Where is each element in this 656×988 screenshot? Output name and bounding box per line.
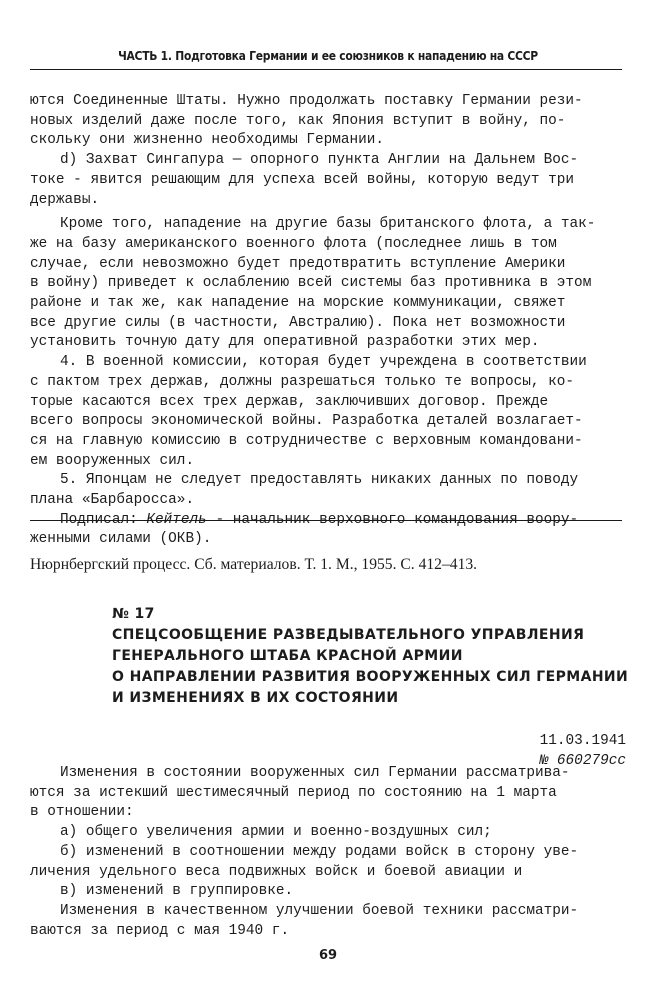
text-line: Изменения в состоянии вооруженных сил Германии рассматрива-	[60, 765, 570, 781]
document-date: 11.03.1941	[539, 733, 626, 749]
text-line: скольку они жизненно необходимы Германии.	[30, 132, 385, 149]
text-line: плана «Барбаросса».	[30, 492, 195, 509]
text-line: новых изделий даже после того, как Япония вступит в войну, по-	[30, 112, 566, 129]
text-line: б) изменений в соотношении между родами войск в сторону уве-	[60, 843, 579, 860]
text-line: районе и так же, как нападение на морские коммуникации, свяжет	[30, 295, 566, 312]
list-item-a	[30, 823, 624, 843]
page-number: 69	[318, 948, 338, 963]
text-line: в войну) приведет к ослаблению всей системы баз противника в этом	[30, 275, 592, 292]
document-title-line: СПЕЦСООБЩЕНИЕ РАЗВЕДЫВАТЕЛЬНОГО УПРАВЛЕНИЯ	[112, 627, 585, 643]
paragraph-3	[30, 215, 624, 353]
document-title-line: О НАПРАВЛЕНИИ РАЗВИТИЯ ВООРУЖЕННЫХ СИЛ ГЕРМАНИИ	[112, 669, 629, 685]
list-item-c	[30, 882, 624, 902]
paragraph-5	[30, 471, 624, 510]
paragraph-equipment	[30, 902, 624, 941]
signature-paragraph	[30, 511, 624, 550]
text-line: с пактом трех держав, должны разрешаться только те вопросы, ко-	[30, 373, 575, 390]
text-line: торые касаются всех трех держав, заключивших договор. Прежде	[30, 393, 549, 410]
header-rule	[30, 69, 622, 70]
document-title-line: И ИЗМЕНЕНИЯХ В ИХ СОСТОЯНИИ	[112, 690, 399, 706]
signature-rest: - начальник верховного командования воору-	[206, 511, 579, 528]
text-line: личения удельного веса подвижных войск и боевой авиации и	[30, 863, 523, 880]
body-text-bottom	[30, 764, 624, 941]
text-line: державы.	[30, 191, 100, 208]
text-line: женными силами (ОКВ).	[30, 531, 212, 548]
text-line: случае, если невозможно будет предотвратить вступление Америки	[30, 255, 566, 272]
running-header: ЧАСТЬ 1. Подготовка Германии и ее союзников к нападению на СССР	[118, 48, 538, 63]
text-line: в отношении:	[30, 804, 134, 821]
text-line: Кроме того, нападение на другие базы британского флота, а так-	[60, 216, 596, 233]
text-line: токе - явится решающим для успеха всей войны, которую ведут три	[30, 171, 575, 188]
text-line: все другие силы (в частности, Австралию). Пока нет возможности	[30, 314, 566, 331]
text-line: ем вооруженных сил.	[30, 452, 195, 469]
text-line: 5. Японцам не следует предоставлять никаких данных по поводу	[60, 472, 579, 489]
paragraph-d	[30, 151, 624, 210]
document-ref-number: № 660279сс	[539, 752, 626, 769]
text-line: ются за истекший шестимесячный период по состоянию на 1 марта	[30, 784, 557, 801]
text-line: установить точную дату для оперативной разработки этих мер.	[30, 334, 540, 351]
text-line: всего вопросы экономической войны. Разработка деталей возлагает-	[30, 413, 583, 430]
text-line: ваются за период с мая 1940 г.	[30, 922, 290, 939]
signature-prefix: Подписал:	[60, 511, 147, 528]
text-line: же на базу американского военного флота (последнее лишь в том	[30, 235, 557, 252]
signatory-name: Кейтель	[146, 511, 207, 528]
text-line: в) изменений в группировке.	[60, 883, 294, 900]
text-line: ся на главную комиссию в сотрудничестве с верховным командовани-	[30, 432, 583, 449]
section-rule	[30, 520, 622, 521]
document-number: № 17	[112, 606, 155, 622]
document-title-line: ГЕНЕРАЛЬНОГО ШТАБА КРАСНОЙ АРМИИ	[112, 648, 463, 664]
document-heading	[112, 604, 632, 709]
list-item-b	[30, 843, 624, 882]
text-line: ются Соединенные Штаты. Нужно продолжать поставку Германии рези-	[30, 93, 583, 109]
body-text-top	[30, 92, 624, 550]
text-line: Изменения в качественном улучшении боевой техники рассматри-	[60, 902, 579, 919]
text-line: d) Захват Сингапура — опорного пункта Англии на Дальнем Вос-	[60, 152, 579, 169]
paragraph-intro	[30, 764, 624, 823]
text-line: 4. В военной комиссии, которая будет учреждена в соответствии	[60, 354, 587, 371]
source-citation: Нюрнбергский процесс. Сб. материалов. Т. 1. М., 1955. С. 412–413.	[30, 556, 478, 573]
paragraph-4	[30, 353, 624, 471]
text-line: а) общего увеличения армии и военно-воздушных сил;	[60, 824, 492, 841]
paragraph-1	[30, 92, 624, 151]
